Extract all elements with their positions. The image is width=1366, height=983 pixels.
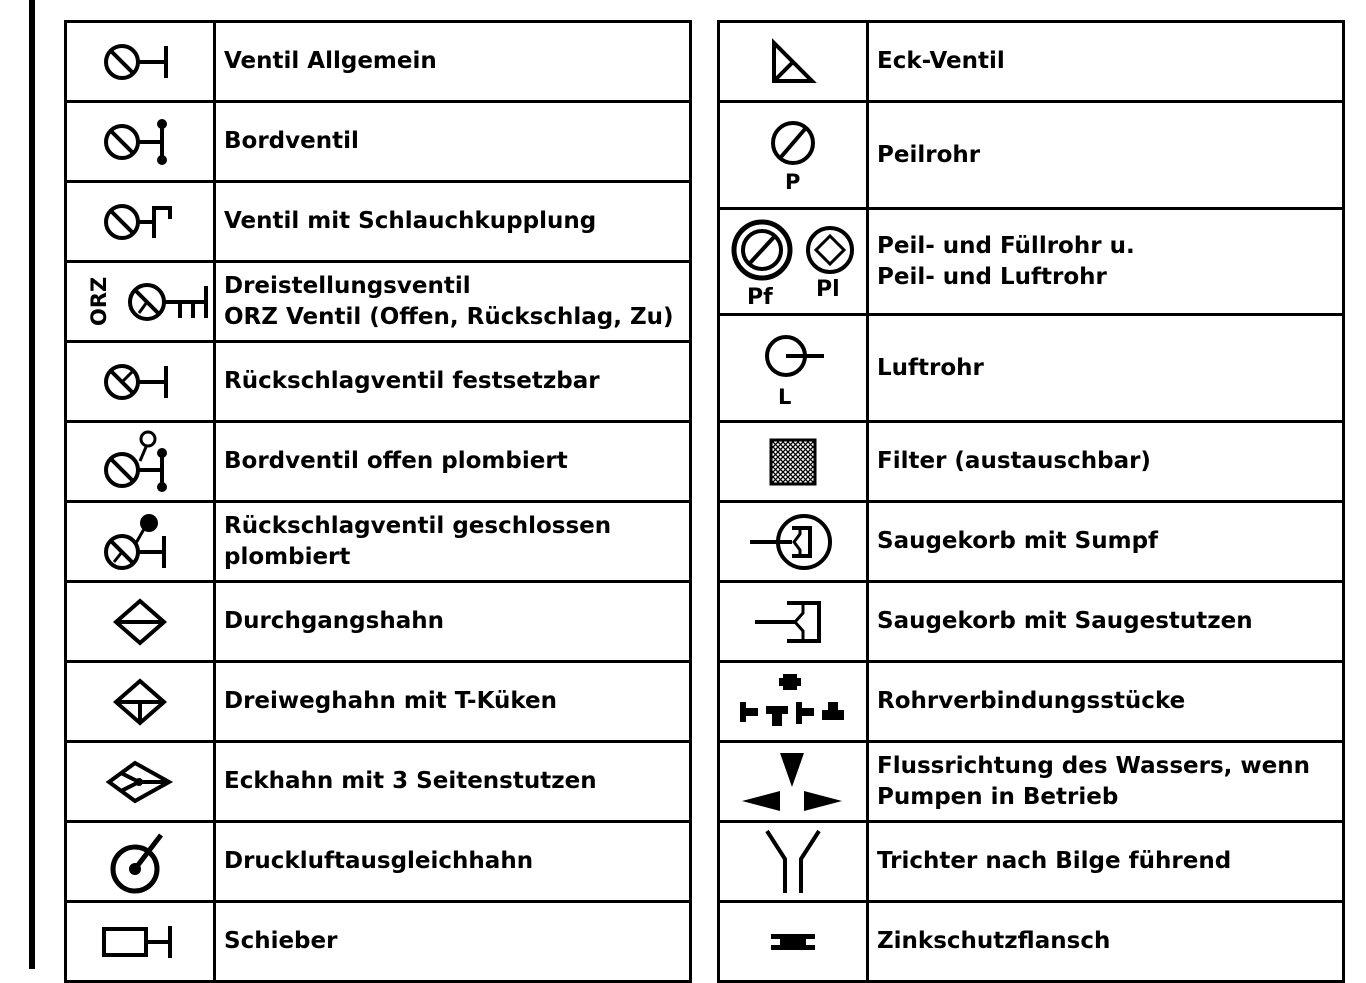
legend-row — [719, 582, 1344, 662]
left-margin-bar — [29, 0, 35, 969]
legend-label: Zinkschutzflansch — [877, 928, 1111, 954]
rohrverbindungsstuecke-icon — [738, 672, 848, 732]
legend-row — [66, 22, 691, 102]
legend-row — [66, 662, 691, 742]
symbol-legend-right — [717, 20, 1345, 983]
legend-label: Peil- und Füllrohr u. — [877, 232, 1135, 259]
legend-row — [66, 262, 691, 342]
bordventil-offen-plombiert-icon — [100, 429, 180, 495]
legend-label: Schieber — [224, 928, 338, 954]
ventil-allgemein-icon — [100, 37, 180, 87]
eck-ventil-icon — [768, 37, 818, 87]
filter-icon — [768, 437, 818, 487]
eckhahn-icon — [105, 757, 175, 807]
peilrohr-icon — [763, 115, 823, 195]
legend-label-line2: Peil- und Luftrohr — [877, 263, 1107, 290]
peilrohr-symbol-text: P — [785, 170, 801, 194]
durchgangshahn-icon — [110, 597, 170, 647]
orz-symbol-text: ORZ — [87, 276, 111, 326]
rueckschlagventil-festsetzbar-icon — [100, 357, 180, 407]
legend-label: Durchgangshahn — [224, 608, 444, 634]
saugekorb-saugestutzen-icon — [753, 597, 833, 647]
legend-row — [719, 422, 1344, 502]
legend-row — [66, 342, 691, 422]
legend-label: Eckhahn mit 3 Seitenstutzen — [224, 768, 597, 794]
legend-label: Peilrohr — [877, 141, 981, 168]
legend-label: Flussrichtung des Wassers, wenn — [877, 752, 1310, 779]
dreiweghahn-icon — [110, 677, 170, 727]
legend-label: Eck-Ventil — [877, 48, 1005, 74]
legend-label: Rohrverbindungsstücke — [877, 688, 1186, 714]
druckluftausgleichhahn-icon — [105, 829, 175, 895]
legend-row — [66, 902, 691, 982]
legend-row — [719, 209, 1344, 315]
legend-label: Luftrohr — [877, 354, 984, 381]
legend-row — [719, 822, 1344, 902]
legend-label-line2: Pumpen in Betrieb — [877, 783, 1119, 810]
pf-symbol-text: Pf — [747, 284, 773, 310]
legend-label: Saugekorb mit Sumpf — [877, 528, 1159, 554]
legend-label: Druckluftausgleichhahn — [224, 848, 534, 874]
legend-row — [719, 662, 1344, 742]
legend-label: Dreistellungsventil — [224, 272, 471, 299]
saugekorb-sumpf-icon — [748, 512, 838, 572]
luftrohr-icon — [758, 328, 828, 408]
legend-row — [719, 902, 1344, 982]
legend-label: Rückschlagventil geschlossen — [224, 512, 612, 539]
legend-row — [66, 822, 691, 902]
legend-label: Bordventil offen plombiert — [224, 448, 568, 474]
legend-row — [66, 102, 691, 182]
legend-label: Saugekorb mit Saugestutzen — [877, 608, 1253, 634]
legend-row — [66, 182, 691, 262]
bordventil-icon — [100, 117, 180, 167]
peil-fuellrohr-icon — [728, 216, 858, 308]
pl-symbol-text: Pl — [816, 276, 840, 302]
dreistellungsventil-icon — [70, 272, 210, 332]
legend-label: Dreiweghahn mit T-Küken — [224, 688, 558, 714]
legend-label: Bordventil — [224, 128, 359, 154]
legend-row — [66, 502, 691, 582]
legend-row — [719, 502, 1344, 582]
legend-row — [719, 742, 1344, 822]
legend-label: Ventil mit Schlauchkupplung — [224, 208, 597, 234]
legend-label: Filter (austauschbar) — [877, 448, 1151, 474]
legend-row — [719, 22, 1344, 102]
schieber-icon — [100, 917, 180, 967]
legend-label-line2: ORZ Ventil (Offen, Rückschlag, Zu) — [224, 303, 674, 330]
flussrichtung-icon — [738, 749, 848, 815]
rueckschlagventil-geschlossen-plombiert-icon — [100, 509, 180, 575]
legend-row — [719, 102, 1344, 209]
luftrohr-symbol-text: L — [778, 385, 792, 409]
legend-label: Ventil Allgemein — [224, 48, 437, 74]
legend-row — [66, 422, 691, 502]
zinkschutzflansch-icon — [768, 927, 818, 957]
legend-row — [66, 582, 691, 662]
symbol-legend-left — [64, 20, 692, 983]
trichter-icon — [763, 829, 823, 895]
legend-label: Rückschlagventil festsetzbar — [224, 368, 600, 394]
ventil-schlauchkupplung-icon — [100, 197, 180, 247]
legend-label-line2: plombiert — [224, 543, 351, 570]
legend-label: Trichter nach Bilge führend — [877, 848, 1232, 874]
legend-row — [719, 315, 1344, 422]
legend-row — [66, 742, 691, 822]
